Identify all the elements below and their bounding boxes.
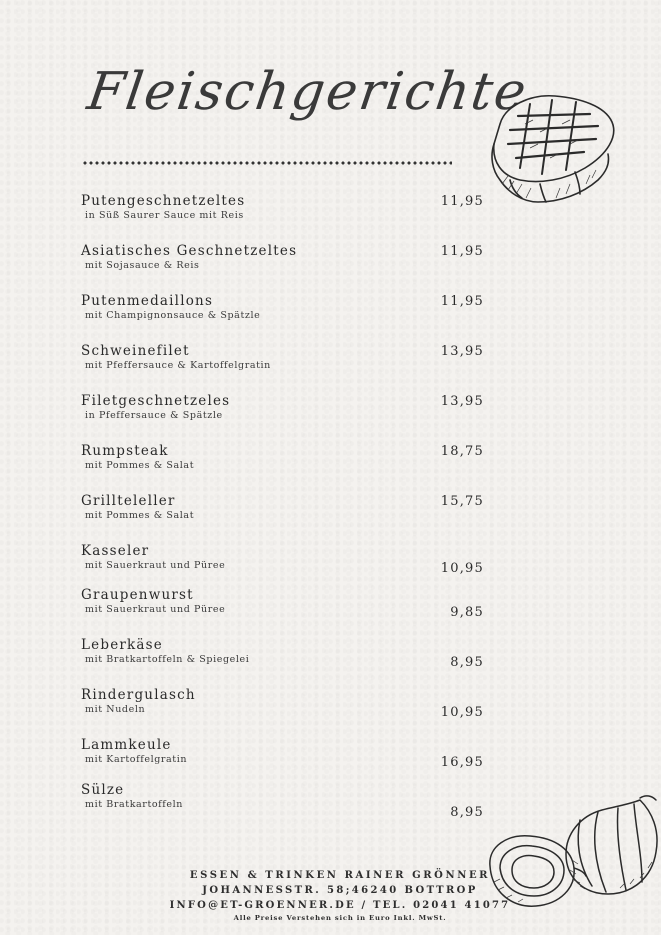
dish-name: Rumpsteak (81, 443, 169, 459)
dish-description: mit Pommes & Salat (85, 460, 195, 471)
dish-name: Putenmedaillons (81, 293, 214, 309)
footer-price-note: Alle Preise Verstehen sich in Euro Inkl. MwSt. (233, 914, 447, 922)
dish-description: mit Sauerkraut und Püree (85, 604, 226, 615)
dish-price: 11,95 (440, 194, 484, 209)
footer-address: JOHANNESSTR. 58;46240 BOTTROP (202, 885, 478, 896)
dish-name: Sülze (81, 782, 125, 798)
dish-price: 13,95 (440, 344, 484, 359)
dish-description: mit Bratkartoffeln & Spiegelei (85, 654, 250, 665)
dish-name: Lammkeule (81, 737, 172, 753)
dish-description: mit Nudeln (85, 704, 146, 715)
dish-description: mit Champignonsauce & Spätzle (85, 310, 261, 321)
dish-description: mit Bratkartoffeln (85, 799, 183, 810)
dish-name: Filetgeschnetzeles (81, 393, 231, 409)
page-title: Fleischgerichte (83, 62, 532, 122)
dish-name: Schweinefilet (81, 343, 190, 359)
dish-name: Graupenwurst (81, 587, 194, 603)
dish-name: Leberkäse (81, 637, 163, 653)
dish-description: mit Sojasauce & Reis (85, 260, 200, 271)
dish-description: mit Sauerkraut und Püree (85, 560, 226, 571)
dish-price: 11,95 (440, 294, 484, 309)
dish-price: 13,95 (440, 394, 484, 409)
dish-price: 8,95 (450, 805, 484, 820)
dish-price: 15,75 (440, 494, 484, 509)
dish-name: Kasseler (81, 543, 150, 559)
dish-description: mit Pommes & Salat (85, 510, 195, 521)
dish-description: mit Kartoffelgratin (85, 754, 188, 765)
dish-price: 10,95 (440, 561, 484, 576)
dish-description: mit Pfeffersauce & Kartoffelgratin (85, 360, 271, 371)
dish-name: Asiatisches Geschnetzeltes (81, 243, 298, 259)
footer-contact: INFO@ET-GROENNER.DE / TEL. 02041 41077 (169, 900, 511, 911)
dish-name: Rindergulasch (81, 687, 196, 703)
dish-price: 16,95 (440, 755, 484, 770)
dish-price: 18,75 (440, 444, 484, 459)
dish-name: Grillteleller (81, 493, 176, 509)
dish-price: 10,95 (440, 705, 484, 720)
dish-description: in Süß Saurer Sauce mit Reis (85, 210, 244, 221)
dish-description: in Pfeffersauce & Spätzle (85, 410, 223, 421)
footer (160, 868, 520, 923)
dish-price: 9,85 (450, 605, 484, 620)
footer-business-name: ESSEN & TRINKEN RAINER GRÖNNER (189, 870, 491, 881)
dish-name: Putengeschnetzeltes (81, 193, 246, 209)
dish-price: 11,95 (440, 244, 484, 259)
dish-price: 8,95 (450, 655, 484, 670)
